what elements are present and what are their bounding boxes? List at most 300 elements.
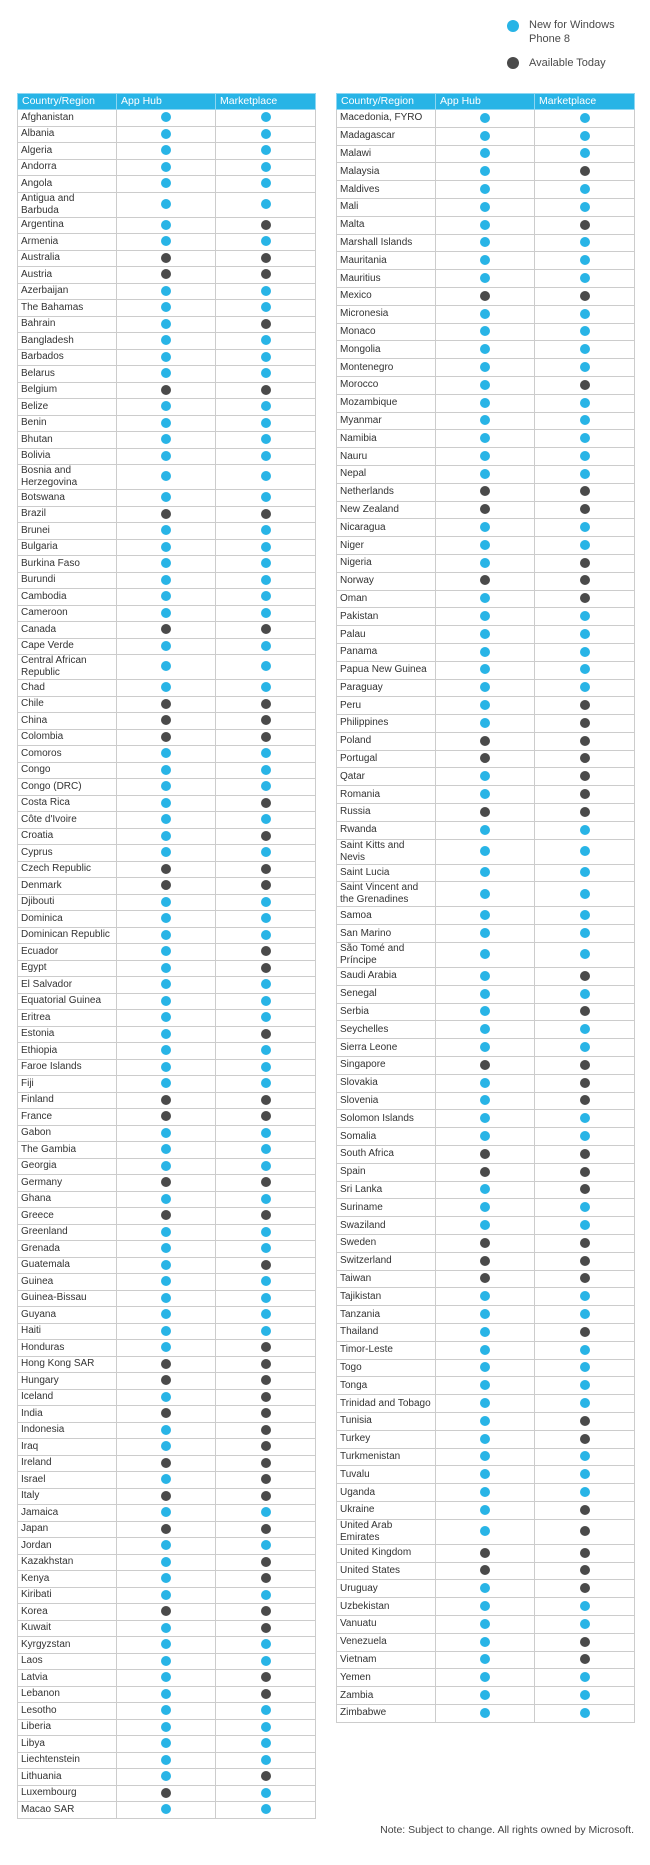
app-hub-cell [117,572,216,589]
marketplace-cell [216,1406,316,1423]
available-status-dot-icon [161,269,171,279]
available-status-dot-icon [480,1273,490,1283]
available-status-dot-icon [261,253,271,263]
country-name: Côte d'Ivoire [18,812,117,829]
table-row [18,1076,316,1093]
table-row [18,878,316,895]
marketplace-cell [216,1142,316,1159]
marketplace-cell [535,537,635,555]
country-name: China [18,713,117,730]
table-row [18,1571,316,1588]
new-status-dot-icon [261,199,271,209]
country-name: Mauritius [337,270,436,288]
marketplace-cell [535,394,635,412]
table-row [18,267,316,284]
new-status-dot-icon [480,148,490,158]
marketplace-cell [216,572,316,589]
app-hub-cell [436,1306,535,1324]
app-hub-cell [436,1359,535,1377]
new-status-dot-icon [580,202,590,212]
country-name: Hong Kong SAR [18,1356,117,1373]
available-status-dot-icon [161,1458,171,1468]
available-status-dot-icon [580,486,590,496]
app-hub-cell [117,1274,216,1291]
app-hub-cell [436,1598,535,1616]
table-row [18,1307,316,1324]
app-hub-cell [117,448,216,465]
app-hub-cell [117,878,216,895]
table-row [18,300,316,317]
marketplace-cell [216,696,316,713]
table-row [18,1752,316,1769]
new-status-dot-icon [261,996,271,1006]
available-status-dot-icon [480,1238,490,1248]
marketplace-cell [535,1448,635,1466]
new-status-dot-icon [161,1342,171,1352]
table-row [337,907,635,925]
table-row [18,1373,316,1390]
footer-note: Note: Subject to change. All rights owned by Microsoft. [380,1824,634,1836]
new-status-dot-icon [261,112,271,122]
new-status-dot-icon [261,1276,271,1286]
available-status-dot-icon [261,715,271,725]
country-name: Tanzania [337,1306,436,1324]
new-status-dot-icon [507,20,519,32]
table-row [18,605,316,622]
marketplace-cell [216,1472,316,1489]
new-status-dot-icon [480,771,490,781]
country-name: Russia [337,804,436,822]
new-status-dot-icon [580,611,590,621]
country-name: Thailand [337,1324,436,1342]
country-name: Cape Verde [18,638,117,655]
new-status-dot-icon [161,575,171,585]
new-status-dot-icon [161,979,171,989]
country-name: Uzbekistan [337,1598,436,1616]
available-status-dot-icon [580,558,590,568]
country-name: Nicaragua [337,519,436,537]
available-status-dot-icon [480,753,490,763]
available-status-dot-icon [580,1095,590,1105]
marketplace-cell [216,1620,316,1637]
available-status-dot-icon [580,1006,590,1016]
new-status-dot-icon [161,1128,171,1138]
available-status-dot-icon [261,1111,271,1121]
table-row [18,729,316,746]
country-name: Botswana [18,490,117,507]
new-status-dot-icon [161,1573,171,1583]
marketplace-cell [216,539,316,556]
app-hub-cell [117,1158,216,1175]
country-name: El Salvador [18,977,117,994]
available-status-dot-icon [480,1060,490,1070]
marketplace-cell [535,1580,635,1598]
app-hub-cell [117,1455,216,1472]
table-row [337,1217,635,1235]
new-status-dot-icon [580,1291,590,1301]
table-row [18,1769,316,1786]
new-status-dot-icon [580,1309,590,1319]
table-row [18,159,316,176]
marketplace-cell [216,1455,316,1472]
table-row [18,448,316,465]
country-name: Kiribati [18,1587,117,1604]
country-name: Timor-Leste [337,1341,436,1359]
column-header-app-hub: App Hub [436,94,535,110]
available-status-dot-icon [580,1184,590,1194]
app-hub-cell [436,1163,535,1181]
table-row [337,661,635,679]
app-hub-cell [117,1686,216,1703]
available-status-dot-icon [261,385,271,395]
marketplace-cell [535,572,635,590]
new-status-dot-icon [261,765,271,775]
marketplace-cell [216,960,316,977]
country-name: Guinea [18,1274,117,1291]
table-row [337,1430,635,1448]
new-status-dot-icon [580,846,590,856]
table-row [337,985,635,1003]
country-name: Egypt [18,960,117,977]
app-hub-cell [117,1389,216,1406]
new-status-dot-icon [580,989,590,999]
new-status-dot-icon [480,789,490,799]
table-row [337,1519,635,1544]
marketplace-cell [216,762,316,779]
app-hub-cell [436,252,535,270]
column-header-marketplace: Marketplace [535,94,635,110]
app-hub-cell [117,1010,216,1027]
table-row [18,861,316,878]
country-name: Marshall Islands [337,234,436,252]
marketplace-cell [535,1687,635,1705]
country-name: Swaziland [337,1217,436,1235]
country-name: France [18,1109,117,1126]
table-row [18,1010,316,1027]
marketplace-cell [535,1412,635,1430]
table-row [337,626,635,644]
marketplace-cell [535,1484,635,1502]
country-name: Lebanon [18,1686,117,1703]
country-name: Niger [337,537,436,555]
new-status-dot-icon [580,255,590,265]
table-row [18,1340,316,1357]
new-status-dot-icon [161,814,171,824]
new-status-dot-icon [480,522,490,532]
country-name: Colombia [18,729,117,746]
new-status-dot-icon [261,1540,271,1550]
country-name: Azerbaijan [18,283,117,300]
marketplace-cell [216,1439,316,1456]
marketplace-cell [535,163,635,181]
new-status-dot-icon [261,162,271,172]
app-hub-cell [117,1026,216,1043]
country-name: Poland [337,732,436,750]
country-name: Eritrea [18,1010,117,1027]
table-row [18,572,316,589]
marketplace-cell [216,1637,316,1654]
table-row [337,750,635,768]
available-status-dot-icon [480,1167,490,1177]
country-name: Oman [337,590,436,608]
app-hub-cell [436,1395,535,1413]
marketplace-cell [535,305,635,323]
country-name: Macao SAR [18,1802,117,1819]
new-status-dot-icon [161,1639,171,1649]
table-row [337,554,635,572]
new-status-dot-icon [580,433,590,443]
country-name: Brazil [18,506,117,523]
marketplace-cell [535,554,635,572]
app-hub-cell [117,1439,216,1456]
country-name: Tunisia [337,1412,436,1430]
new-status-dot-icon [161,1243,171,1253]
table-row [18,1505,316,1522]
new-status-dot-icon [261,471,271,481]
country-name: San Marino [337,925,436,943]
table-row [18,523,316,540]
app-hub-cell [117,1208,216,1225]
table-row [337,1341,635,1359]
table-row [18,1175,316,1192]
app-hub-cell [436,1377,535,1395]
marketplace-cell [216,267,316,284]
country-name: Spain [337,1163,436,1181]
new-status-dot-icon [480,846,490,856]
new-status-dot-icon [580,326,590,336]
new-status-dot-icon [480,1042,490,1052]
app-hub-cell [117,539,216,556]
new-status-dot-icon [261,1722,271,1732]
new-status-dot-icon [580,1690,590,1700]
country-name: Saint Vincent and the Grenadines [337,882,436,907]
marketplace-cell [216,1125,316,1142]
new-status-dot-icon [161,1029,171,1039]
table-row [18,465,316,490]
table-row [337,287,635,305]
new-status-dot-icon [480,273,490,283]
new-status-dot-icon [261,847,271,857]
new-status-dot-icon [480,362,490,372]
marketplace-cell [216,1703,316,1720]
marketplace-cell [535,1341,635,1359]
new-status-dot-icon [580,1113,590,1123]
country-name: Serbia [337,1003,436,1021]
app-hub-cell [436,715,535,733]
new-status-dot-icon [480,1416,490,1426]
available-status-dot-icon [580,771,590,781]
new-status-dot-icon [161,641,171,651]
legend [507,18,647,80]
app-hub-cell [436,1181,535,1199]
new-status-dot-icon [580,1601,590,1611]
new-status-dot-icon [261,1243,271,1253]
table-row [18,399,316,416]
available-status-dot-icon [261,1441,271,1451]
country-name: Ukraine [337,1501,436,1519]
marketplace-cell [535,821,635,839]
marketplace-cell [216,1785,316,1802]
marketplace-cell [535,1128,635,1146]
country-name: Kazakhstan [18,1554,117,1571]
new-status-dot-icon [161,748,171,758]
new-status-dot-icon [480,1202,490,1212]
new-status-dot-icon [161,1722,171,1732]
new-status-dot-icon [261,661,271,671]
app-hub-cell [117,1323,216,1340]
table-row [18,655,316,680]
new-status-dot-icon [580,113,590,123]
country-name: Liechtenstein [18,1752,117,1769]
marketplace-cell [535,1651,635,1669]
country-name: Guyana [18,1307,117,1324]
app-hub-cell [436,1341,535,1359]
new-status-dot-icon [161,112,171,122]
available-status-dot-icon [580,1416,590,1426]
available-status-dot-icon [161,715,171,725]
app-hub-cell [117,1670,216,1687]
marketplace-cell [216,556,316,573]
marketplace-cell [216,713,316,730]
new-status-dot-icon [480,1434,490,1444]
new-status-dot-icon [261,352,271,362]
available-status-dot-icon [261,1672,271,1682]
app-hub-cell [117,911,216,928]
new-status-dot-icon [580,451,590,461]
new-status-dot-icon [580,131,590,141]
table-row [337,1039,635,1057]
available-status-dot-icon [161,1210,171,1220]
table-row [337,768,635,786]
app-hub-cell [117,126,216,143]
available-status-dot-icon [580,380,590,390]
marketplace-cell [216,415,316,432]
new-status-dot-icon [480,971,490,981]
marketplace-cell [535,864,635,882]
table-row [337,1092,635,1110]
country-name: Antigua and Barbuda [18,192,117,217]
available-status-dot-icon [261,1425,271,1435]
app-hub-cell [117,1472,216,1489]
app-hub-cell [117,696,216,713]
app-hub-cell [117,192,216,217]
new-status-dot-icon [161,178,171,188]
available-status-dot-icon [261,220,271,230]
table-row [337,1704,635,1722]
new-status-dot-icon [580,540,590,550]
country-name: Paraguay [337,679,436,697]
marketplace-cell [216,1323,316,1340]
country-name: Tuvalu [337,1466,436,1484]
available-status-dot-icon [261,732,271,742]
app-hub-cell [117,1406,216,1423]
new-status-dot-icon [261,1656,271,1666]
country-name: Angola [18,176,117,193]
app-hub-cell [117,845,216,862]
new-status-dot-icon [161,1326,171,1336]
app-hub-cell [117,234,216,251]
table-row [18,977,316,994]
available-status-dot-icon [507,57,519,69]
new-status-dot-icon [161,591,171,601]
new-status-dot-icon [480,1637,490,1647]
marketplace-cell [535,323,635,341]
marketplace-cell [535,216,635,234]
country-name: India [18,1406,117,1423]
marketplace-cell [535,750,635,768]
new-status-dot-icon [580,889,590,899]
country-name: Mozambique [337,394,436,412]
country-name: Congo [18,762,117,779]
app-hub-cell [436,1003,535,1021]
marketplace-cell [216,729,316,746]
app-hub-cell [117,110,216,127]
app-hub-cell [436,1092,535,1110]
country-name: Panama [337,643,436,661]
marketplace-cell [216,1290,316,1307]
available-status-dot-icon [580,1167,590,1177]
available-status-dot-icon [261,1573,271,1583]
available-status-dot-icon [580,593,590,603]
app-hub-cell [436,882,535,907]
app-hub-cell [117,795,216,812]
marketplace-cell [535,1704,635,1722]
marketplace-cell [216,1059,316,1076]
app-hub-cell [117,828,216,845]
new-status-dot-icon [161,1771,171,1781]
app-hub-cell [436,643,535,661]
marketplace-cell [216,828,316,845]
marketplace-cell [535,465,635,483]
app-hub-cell [436,1288,535,1306]
app-hub-cell [117,977,216,994]
app-hub-cell [117,1703,216,1720]
new-status-dot-icon [261,591,271,601]
legend-label-available: Available Today [529,57,606,69]
new-status-dot-icon [161,1194,171,1204]
new-status-dot-icon [261,641,271,651]
marketplace-cell [216,217,316,234]
table-row [18,1670,316,1687]
country-name: Saint Lucia [337,864,436,882]
app-hub-cell [436,968,535,986]
country-name: Guatemala [18,1257,117,1274]
table-row [337,1163,635,1181]
new-status-dot-icon [480,1398,490,1408]
table-row [18,1538,316,1555]
table-row [18,1488,316,1505]
new-status-dot-icon [261,1326,271,1336]
new-status-dot-icon [261,434,271,444]
app-hub-cell [436,750,535,768]
new-status-dot-icon [161,1293,171,1303]
table-row [337,1615,635,1633]
country-name: Solomon Islands [337,1110,436,1128]
app-hub-cell [436,1039,535,1057]
marketplace-cell [216,1389,316,1406]
new-status-dot-icon [580,1202,590,1212]
new-status-dot-icon [480,1024,490,1034]
marketplace-cell [216,746,316,763]
marketplace-cell [216,192,316,217]
new-status-dot-icon [161,1474,171,1484]
marketplace-cell [535,968,635,986]
table-row [337,501,635,519]
available-status-dot-icon [161,1359,171,1369]
table-row [18,1422,316,1439]
new-status-dot-icon [480,220,490,230]
new-status-dot-icon [480,1113,490,1123]
